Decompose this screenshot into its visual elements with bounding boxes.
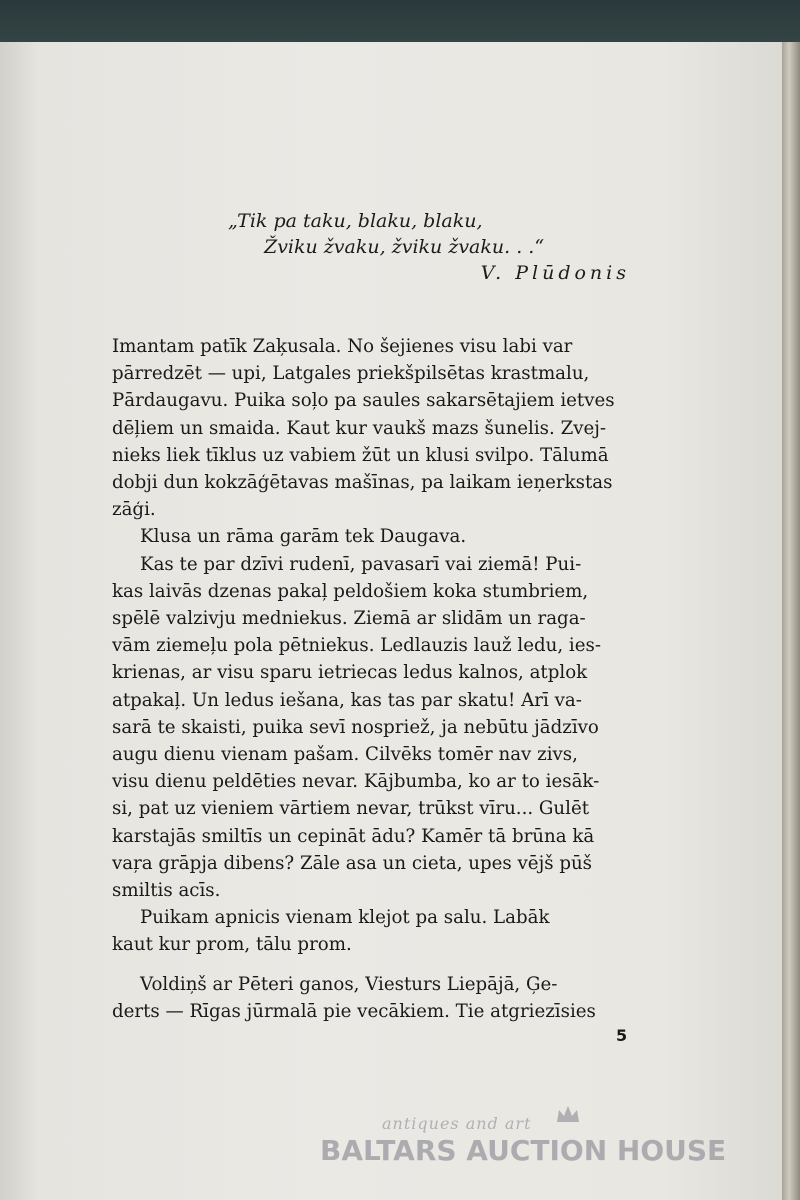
- text-line: pārredzēt — upi, Latgales priekšpilsētas krastmalu,: [112, 363, 590, 385]
- text-line: Imantam patīk Zaķusala. No šejienes visu labi var: [112, 336, 573, 357]
- text-line: karstajās smiltīs un cepināt ādu? Kamēr tā brūna kā: [112, 825, 595, 847]
- text-line: Kas te par dzīvi rudenī, pavasarī vai ziemā! Pui-: [140, 553, 582, 575]
- page-number: 5: [616, 1026, 628, 1045]
- text-line: Klusa un rāma garām tek Daugava.: [140, 526, 467, 548]
- text-line: dēļiem un smaida. Kaut kur vaukš mazs šunelis. Zvej-: [112, 417, 607, 439]
- crown-icon: [555, 1104, 581, 1124]
- text-line: Voldiņš ar Pēteri ganos, Viesturs Liepājā, Ģe-: [140, 973, 558, 995]
- text-line: kaut kur prom, tālu prom.: [112, 934, 352, 956]
- paragraph-3: [112, 551, 632, 905]
- text-line: zāģi.: [112, 499, 156, 521]
- paragraph-4: [112, 904, 632, 958]
- text-line: augu dienu vienam pašam. Cilvēks tomēr nav zivs,: [112, 744, 578, 766]
- text-line: atpakaļ. Un ledus iešana, kas tas par skatu! Arī va-: [112, 689, 582, 711]
- epigraph-line-1: „Tik pa taku, blaku, blaku,: [228, 210, 483, 232]
- paragraph-2: [112, 523, 632, 550]
- text-line: nieks liek tīklus uz vabiem žūt un klusi svilpo. Tālumā: [112, 444, 609, 466]
- text-line: spēlē valzivju medniekus. Ziemā ar slidām un raga-: [112, 608, 586, 630]
- text-line: kas laivās dzenas pakaļ peldošiem koka stumbriem,: [112, 580, 589, 602]
- text-line: dobji dun kokzāģētavas mašīnas, pa laikam ieņerkstas: [112, 472, 613, 494]
- text-line: vaŗa grāpja dibens? Zāle asa un cieta, upes vējš pūš: [112, 852, 593, 874]
- watermark-name: BALTARS AUCTION HOUSE: [320, 1134, 727, 1167]
- body-text: [112, 333, 632, 1025]
- page-edge: [782, 42, 800, 1200]
- text-line: visu dienu peldēties nevar. Kājbumba, ko ar to iesāk-: [112, 771, 600, 793]
- text-line: Pārdaugavu. Puika soļo pa saules sakarsētajiem ietves: [112, 390, 615, 412]
- paragraph-1: [112, 333, 632, 523]
- text-line: krienas, ar visu sparu ietriecas ledus kalnos, atplok: [112, 662, 588, 684]
- text-line: Puikam apnicis vienam klejot pa salu. Labāk: [140, 907, 550, 929]
- epigraph-line-2: Žviku žvaku, žviku žvaku. . .“: [264, 236, 545, 258]
- text-line: smiltis acīs.: [112, 880, 221, 902]
- epigraph: [228, 208, 638, 286]
- watermark: [320, 1104, 727, 1174]
- text-line: vām ziemeļu pola pētniekus. Ledlauzis lauž ledu, ies-: [112, 635, 601, 657]
- paragraph-5: [112, 971, 632, 1025]
- text-line: derts — Rīgas jūrmalā pie vecākiem. Tie atgriezīsies: [112, 1000, 596, 1022]
- epigraph-author: V. Plūdonis: [480, 262, 630, 284]
- text-line: si, pat uz vieniem vārtiem nevar, trūkst vīru... Gulēt: [112, 798, 590, 820]
- text-line: sarā te skaisti, puika sevī nospriež, ja nebūtu jādzīvo: [112, 716, 599, 738]
- watermark-tagline: antiques and art: [382, 1114, 532, 1133]
